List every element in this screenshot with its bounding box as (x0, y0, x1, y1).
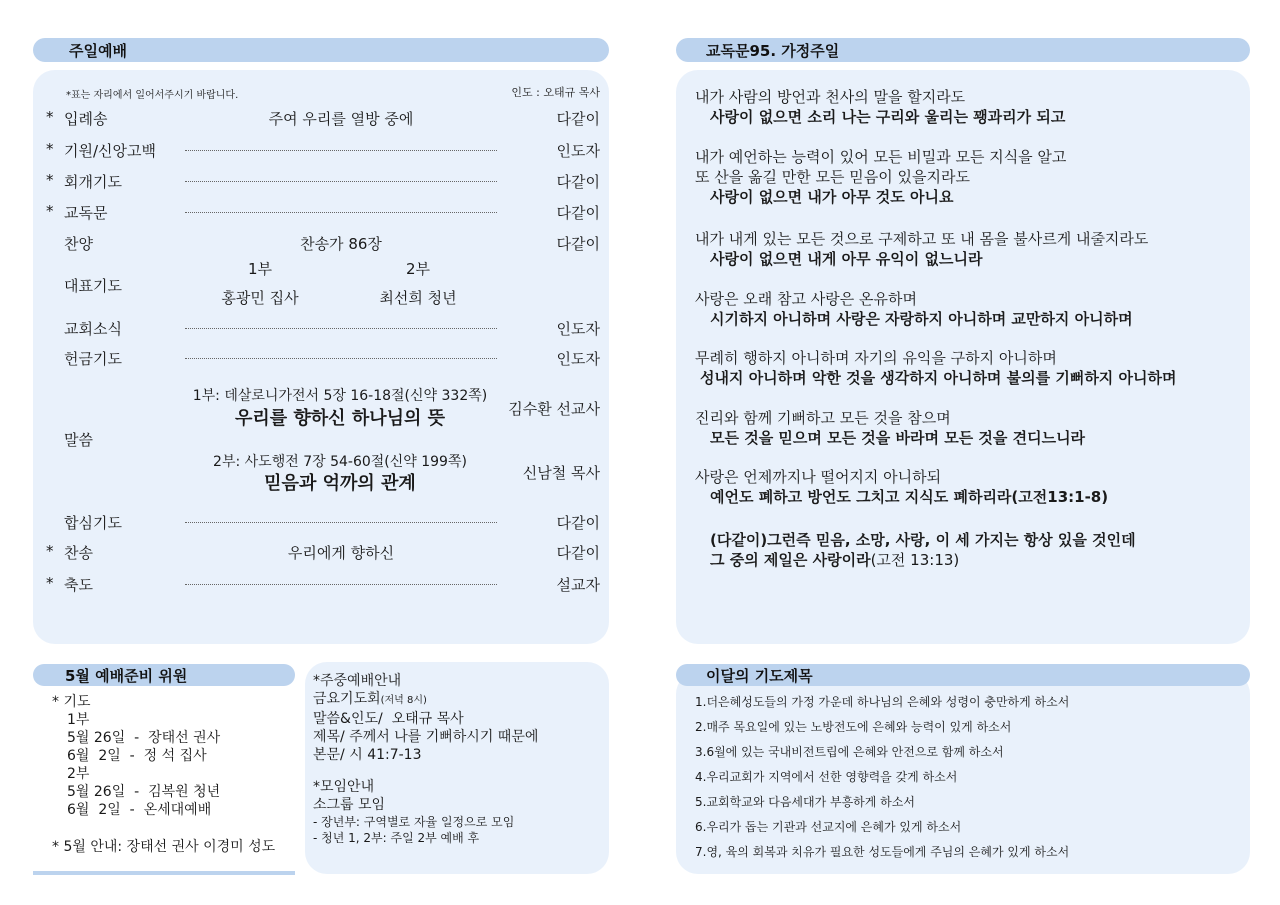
standing-note: *표는 자리에서 일어서주시기 바랍니다. (66, 90, 239, 101)
spacer (313, 764, 538, 778)
sermon2-reference: 2부: 사도행전 7장 54-60절(신약 199쪽) (213, 454, 467, 470)
reading-paragraph (695, 467, 1108, 507)
order-label-repentance: 회개기도 (64, 173, 122, 191)
standing-mark: * (46, 542, 54, 560)
order-who-offering: 인도자 (556, 350, 600, 368)
reading-final-ref: (고전 13:13) (870, 551, 960, 569)
reading-line: 또 산을 옮길 만한 모든 믿음이 있을지라도 (695, 168, 970, 186)
sermon2-preacher: 신남철 목사 (522, 464, 600, 482)
committee-line: * 기도 (52, 694, 91, 710)
prayer-part1-name: 홍광민 집사 (221, 289, 299, 307)
reading-final-line2 (710, 550, 1136, 570)
leader-label: 인도 : 오태규 목사 (511, 86, 600, 99)
reading-response: 사랑이 없으면 소리 나는 구리와 울리는 꽹과리가 되고 (710, 108, 1066, 126)
reading-paragraph (695, 408, 1085, 448)
order-label-news: 교회소식 (64, 320, 122, 338)
order-who-news: 인도자 (556, 320, 600, 338)
weekly-line: 본문/ 시 41:7-13 (313, 747, 422, 763)
prayer-topic: 6.우리가 돕는 기관과 선교지에 은혜가 있게 하소서 (695, 820, 962, 834)
weekly-info (313, 672, 538, 846)
order-label-prayer: 대표기도 (64, 277, 122, 295)
prayer-topic: 2.매주 목요일에 있는 노방전도에 은혜와 능력이 있게 하소서 (695, 720, 1012, 734)
standing-mark: * (46, 108, 54, 126)
order-who-responsive: 다같이 (556, 204, 600, 222)
reading-response: 예언도 폐하고 방언도 그치고 지식도 폐하리라(고전13:1-8) (710, 488, 1109, 506)
friday-prayer: 금요기도회 (313, 691, 381, 707)
prayer-part2-label: 2부 (405, 260, 431, 278)
worship-header: 주일예배 (69, 41, 127, 60)
reading-final-line: (다같이)그런즉 믿음, 소망, 사랑, 이 세 가지는 항상 있을 것인데 (710, 531, 1136, 549)
reading-line: 내가 예언하는 능력이 있어 모든 비밀과 모든 지식을 알고 (695, 148, 1067, 166)
order-label-offering: 헌금기도 (64, 350, 122, 368)
leader-dots (185, 212, 497, 213)
reading-line: 사랑은 오래 참고 사랑은 온유하며 (695, 290, 917, 308)
order-content-entrance: 주여 우리를 열방 중에 (268, 110, 414, 128)
sermon1-reference: 1부: 데살로니가전서 5장 16-18절(신약 332쪽) (192, 388, 488, 404)
reading-paragraph (695, 87, 1065, 127)
order-label-responsive: 교독문 (64, 204, 108, 222)
committee-line: 5월 26일 - 장태선 권사 (67, 730, 221, 746)
reading-line: 사랑은 언제까지나 떨어지지 아니하되 (695, 468, 942, 486)
order-who-repentance: 다같이 (556, 173, 600, 191)
order-who-entrance: 다같이 (556, 110, 600, 128)
prayer-topics-header: 이달의 기도제목 (706, 666, 813, 685)
order-label-hymn: 찬송 (64, 544, 93, 562)
reading-response: 시기하지 아니하며 사랑은 자랑하지 아니하며 교만하지 아니하며 (710, 310, 1133, 328)
reading-header-bar (676, 38, 1250, 62)
prayer-topic: 7.영, 육의 회복과 치유가 필요한 성도들에게 주님의 은혜가 있게 하소서 (695, 845, 1070, 859)
reading-paragraph (695, 147, 1066, 207)
standing-mark: * (46, 202, 54, 220)
reading-line: 무례히 행하지 아니하며 자기의 유익을 구하지 아니하며 (695, 349, 1057, 367)
committee-underline (33, 871, 295, 875)
prayer-topic: 5.교회학교와 다음세대가 부흥하게 하소서 (695, 795, 915, 809)
sermon1-title: 우리를 향하신 하나님의 뜻 (234, 408, 446, 429)
worship-header-bar (33, 38, 609, 62)
meeting-line: - 청년 1, 2부: 주일 2부 예배 후 (313, 831, 480, 845)
committee-header-bar (33, 664, 295, 686)
sermon1-preacher: 김수환 선교사 (508, 400, 600, 418)
standing-mark: * (46, 171, 54, 189)
prayer-part2-name: 최선희 청년 (379, 289, 457, 307)
committee-line: 1부 (67, 712, 90, 728)
reading-paragraph (695, 289, 1133, 329)
reading-line: 진리와 함께 기뻐하고 모든 것을 참으며 (695, 409, 951, 427)
committee-line: 5월 26일 - 김복원 청년 (67, 784, 221, 800)
order-who-praise: 다같이 (556, 235, 600, 253)
reading-line: 내가 사람의 방언과 천사의 말을 할지라도 (695, 88, 966, 106)
committee-list (52, 693, 220, 819)
standing-mark: * (46, 140, 54, 158)
order-content-praise: 찬송가 86장 (300, 235, 382, 253)
order-who-benediction: 설교자 (556, 576, 600, 594)
standing-mark: * (46, 574, 54, 592)
order-who-invocation: 인도자 (556, 142, 600, 160)
leader-dots (185, 150, 497, 151)
prayer-topic: 1.더은혜성도들의 가정 가운데 하나님의 은혜와 성령이 충만하게 하소서 (695, 695, 1070, 709)
reading-line: 내가 내게 있는 모든 것으로 구제하고 또 내 몸을 불사르게 내줄지라도 (695, 230, 1149, 248)
prayer-part1-label: 1부 (247, 260, 273, 278)
reading-response: 성내지 아니하며 악한 것을 생각하지 아니하며 불의를 기뻐하지 아니하며 (700, 369, 1177, 387)
committee-line: 6월 2일 - 온세대예배 (67, 802, 212, 818)
prayer-topic: 3.6월에 있는 국내비전트립에 은혜와 안전으로 함께 하소서 (695, 745, 1004, 759)
reading-response: 모든 것을 믿으며 모든 것을 바라며 모든 것을 견디느니라 (710, 429, 1086, 447)
weekly-line: 제목/ 주께서 나를 기뻐하시기 때문에 (313, 729, 539, 745)
order-label-unison-prayer: 합심기도 (64, 514, 122, 532)
prayer-topics-header-bar (676, 664, 1250, 686)
leader-dots (185, 328, 497, 329)
order-label-benediction: 축도 (64, 576, 93, 594)
reading-header: 교독문95. 가정주일 (706, 41, 840, 60)
order-label-entrance: 입례송 (64, 110, 108, 128)
order-label-sermon: 말씀 (64, 431, 93, 449)
meeting-line: - 장년부: 구역별로 자율 일정으로 모임 (313, 815, 515, 829)
sermon2-title: 믿음과 억까의 관계 (264, 473, 416, 494)
leader-dots (185, 358, 497, 359)
leader-dots (185, 584, 497, 585)
weekly-title: *주중예배안내 (313, 673, 402, 689)
committee-header: 5월 예배준비 위원 (65, 666, 188, 685)
committee-guide: * 5월 안내: 장태선 권사 이경미 성도 (52, 839, 276, 855)
reading-paragraph (695, 229, 1148, 269)
friday-time: (저녁 8시) (380, 695, 427, 706)
reading-final (710, 530, 1136, 570)
meeting-title: *모임안내 (313, 779, 375, 795)
meeting-sub: 소그룹 모임 (313, 797, 386, 813)
weekly-line: 말씀&인도/ 오태규 목사 (313, 711, 464, 727)
order-label-invocation: 기원/신앙고백 (64, 142, 156, 160)
leader-dots (185, 181, 497, 182)
reading-response: 사랑이 없으면 내게 아무 유익이 없느니라 (710, 250, 983, 268)
order-content-hymn: 우리에게 향하신 (287, 544, 395, 562)
reading-response: 사랑이 없으면 내가 아무 것도 아니요 (710, 188, 954, 206)
prayer-topic: 4.우리교회가 지역에서 선한 영향력을 갖게 하소서 (695, 770, 958, 784)
order-label-praise: 찬양 (64, 235, 93, 253)
reading-paragraph (695, 348, 1176, 388)
friday-prayer-line (313, 690, 538, 710)
order-who-unison-prayer: 다같이 (556, 514, 600, 532)
committee-line: 2부 (67, 766, 90, 782)
leader-dots (185, 522, 497, 523)
order-who-hymn: 다같이 (556, 544, 600, 562)
reading-final-bold: 그 중의 제일은 사랑이라 (710, 551, 871, 569)
committee-line: 6월 2일 - 정 석 집사 (67, 748, 207, 764)
